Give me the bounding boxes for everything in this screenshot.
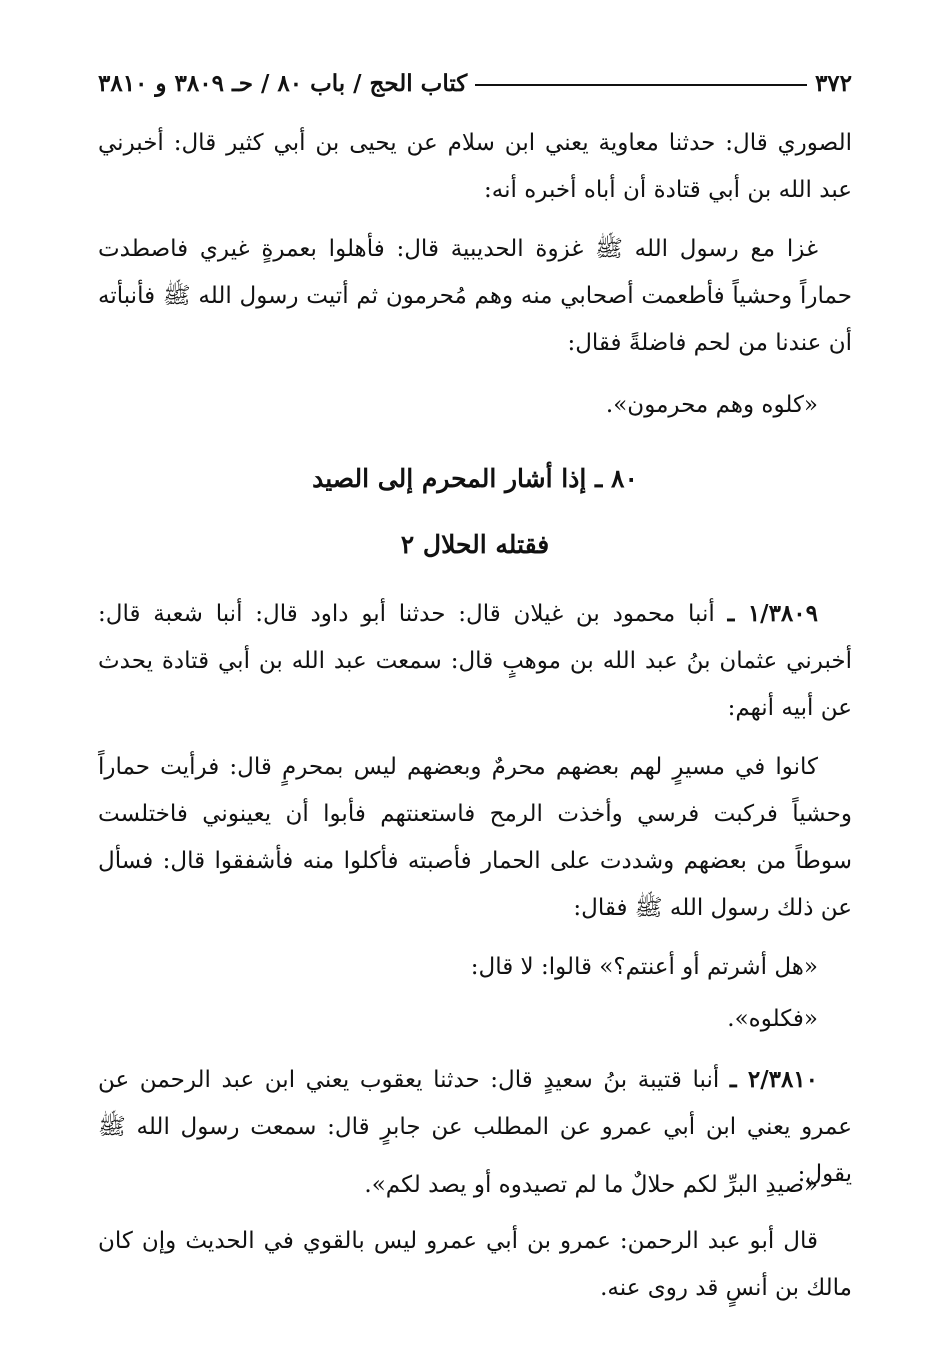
- chapter-heading: ٨٠ ـ إذا أشار المحرم إلى الصيد: [312, 464, 638, 493]
- header-rule: [475, 84, 807, 86]
- isnad-continuation: الصوري قال: حدثنا معاوية يعني ابن سلام عن يحيى بن أبي كثير قال: أخبرني عبد الله بن أبي قتادة أن أباه أخبره أنه:: [98, 130, 852, 203]
- hadith-number: ١/٣٨٠٩ ـ: [727, 600, 818, 627]
- prophet-quote-2: «هل أشرتم أو أعنتم؟» قالوا: لا قال:: [470, 954, 818, 980]
- hadith-isnad-text: أنبا محمود بن غيلان قال: حدثنا أبو داود قال: أنبا شعبة قال: أخبرني عثمان بنُ عبد الله بن موهبٍ قال: سمعت عبد الله بن أبي قتادة يحدث عن أبيه أنهم:: [98, 601, 852, 721]
- hadith-3809-isnad: [98, 590, 852, 732]
- hadith-text-1: غزا مع رسول الله ﷺ غزوة الحديبية قال: فأهلوا بعمرةٍ غيري فاصطدت حماراً وحشياً فأطعمت أصحابي منه وهم مُحرمون ثم أتيت رسول الله ﷺ فأنبأته أن عندنا من لحم فاضلةً فقال:: [98, 236, 852, 356]
- hadith-isnad-text: أنبا قتيبة بنُ سعيدٍ قال: حدثنا يعقوب يعني ابن عبد الرحمن عن عمرو يعني ابن أبي عمرو عن المطلب عن جابرٍ قال: سمعت رسول الله ﷺ يقول:: [98, 1067, 852, 1187]
- prophet-quote-4: «صيدِ البرِّ لكم حلالٌ ما لم تصيدوه أو يصد لكم».: [364, 1172, 818, 1198]
- prophet-quote-1: «كلوه وهم محرمون».: [605, 392, 818, 418]
- page-number: ٣٧٢: [814, 69, 852, 97]
- running-header: [98, 66, 852, 100]
- hadith-3809-text: كانوا في مسيرٍ لهم بعضهم محرمٌ وبعضهم ليس بمحرمٍ قال: فرأيت حماراً وحشياً فركبت فرسي وأخذت الرمح فاستعنتهم فأبوا أن يعينوني فاختلست سوطاً من بعضهم وشددت على الحمار فأصبته فأكلوا منه فأشفقوا قال: فسأل عن ذلك رسول الله ﷺ فقال:: [98, 754, 852, 921]
- chapter-subheading: فقتله الحلال ٢: [400, 530, 550, 559]
- header-title: كتاب الحج / باب ٨٠ / حـ ٣٨٠٩ و ٣٨١٠: [98, 69, 468, 97]
- author-comment: قال أبو عبد الرحمن: عمرو بن أبي عمرو ليس بالقوي في الحديث وإن كان مالك بن أنسٍ قد روى عنه.: [98, 1228, 852, 1301]
- prophet-quote-3: «فكلوه».: [727, 1006, 818, 1032]
- hadith-number: ٢/٣٨١٠ ـ: [729, 1066, 819, 1093]
